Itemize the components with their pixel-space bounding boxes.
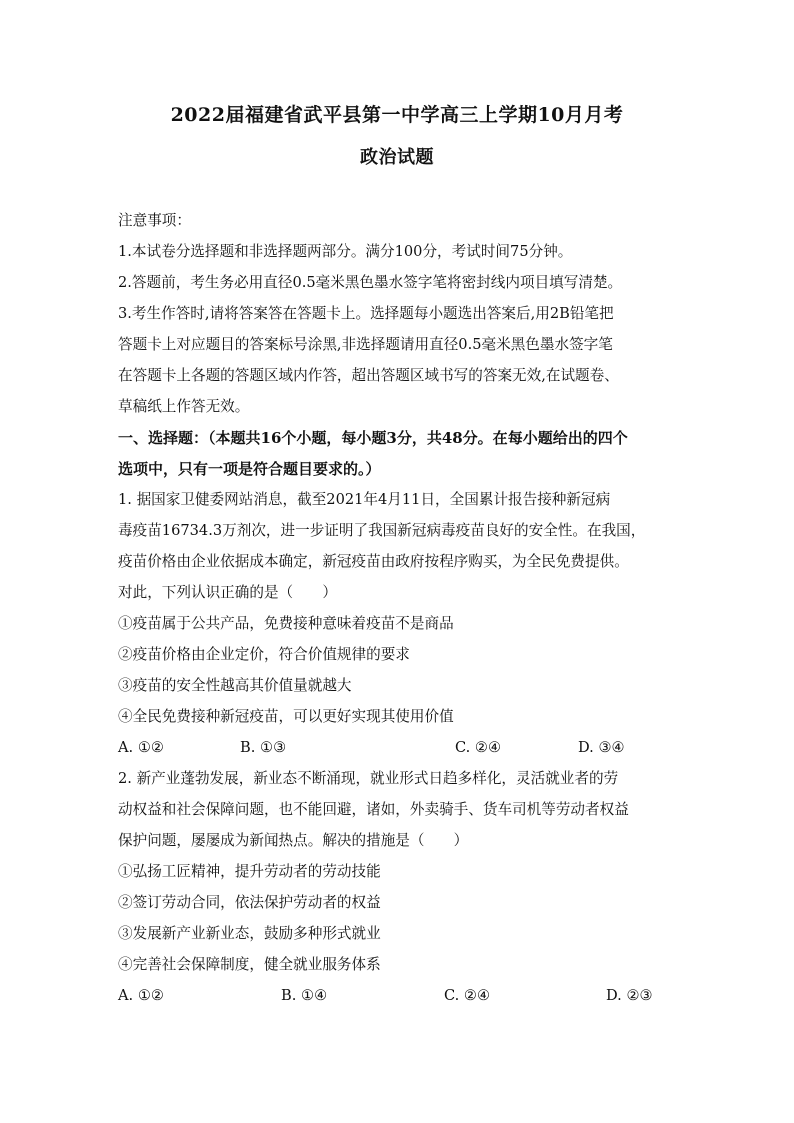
q1-stem-line: 疫苗价格由企业依据成本确定，新冠疫苗由政府按程序购买，为全民免费提供。: [118, 553, 629, 570]
section-heading: 一、选择题：（本题共16个小题，每小题3分，共48分。在每小题给出的四个: [118, 429, 628, 447]
q2-statement: ②签订劳动合同，依法保护劳动者的权益: [118, 894, 381, 911]
q2-statement: ④完善社会保障制度，健全就业服务体系: [118, 956, 381, 973]
notice-line: 1.本试卷分选择题和非选择题两部分。满分100分，考试时间75分钟。: [118, 243, 573, 260]
q1-option-b: B. ①③: [240, 739, 287, 756]
notice-line: 2.答题前，考生务必用直径0.5毫米黑色墨水签字笔将密封线内项目填写清楚。: [118, 274, 623, 291]
q2-stem-line: 2. 新产业蓬勃发展，新业态不断涌现，就业形式日趋多样化，灵活就业者的劳: [118, 770, 619, 787]
q1-stem-line: 对此，下列认识正确的是（ ）: [118, 584, 337, 601]
exam-subtitle: 政治试题: [360, 147, 434, 168]
q1-statement: ④全民免费接种新冠疫苗，可以更好实现其使用价值: [118, 708, 454, 725]
q2-option-a: A. ①②: [118, 987, 164, 1004]
q1-stem-line: 毒疫苗16734.3万剂次，进一步证明了我国新冠病毒疫苗良好的安全性。在我国，: [118, 522, 646, 539]
q2-option-d: D. ②③: [606, 987, 653, 1004]
q1-statement: ①疫苗属于公共产品，免费接种意味着疫苗不是商品: [118, 615, 454, 632]
exam-title: 2022届福建省武平县第一中学高三上学期10月月考: [170, 104, 624, 126]
section-heading: 选项中，只有一项是符合题目要求的。）: [118, 460, 381, 478]
q1-option-c: C. ②④: [455, 739, 502, 756]
notice-line: 3.考生作答时,请将答案答在答题卡上。选择题每小题选出答案后,用2B铅笔把: [118, 305, 614, 322]
q1-stem-line: 1. 据国家卫健委网站消息，截至2021年4月11日，全国累计报告接种新冠病: [118, 491, 611, 508]
q1-option-d: D. ③④: [578, 739, 625, 756]
q2-option-c: C. ②④: [444, 987, 491, 1004]
q1-option-a: A. ①②: [118, 739, 164, 756]
q2-stem-line: 动权益和社会保障问题，也不能回避，诸如，外卖骑手、货车司机等劳动者权益: [118, 801, 629, 818]
notice-line: 草稿纸上作答无效。: [118, 398, 250, 415]
q1-statement: ③疫苗的安全性越高其价值量就越大: [118, 677, 352, 694]
q2-option-b: B. ①④: [281, 987, 328, 1004]
q2-stem-line: 保护问题，屡屡成为新闻热点。解决的措施是（ ）: [118, 832, 469, 849]
q2-statement: ③发展新产业新业态，鼓励多种形式就业: [118, 925, 381, 942]
q1-statement: ②疫苗价格由企业定价，符合价值规律的要求: [118, 646, 410, 663]
q2-statement: ①弘扬工匠精神，提升劳动者的劳动技能: [118, 863, 381, 880]
notice-line: 在答题卡上各题的答题区域内作答，超出答题区域书写的答案无效,在试题卷、: [118, 367, 619, 384]
notice-line: 答题卡上对应题目的答案标号涂黑,非选择题请用直径0.5毫米黑色墨水签字笔: [118, 336, 613, 353]
notice-heading: 注意事项：: [118, 212, 191, 229]
